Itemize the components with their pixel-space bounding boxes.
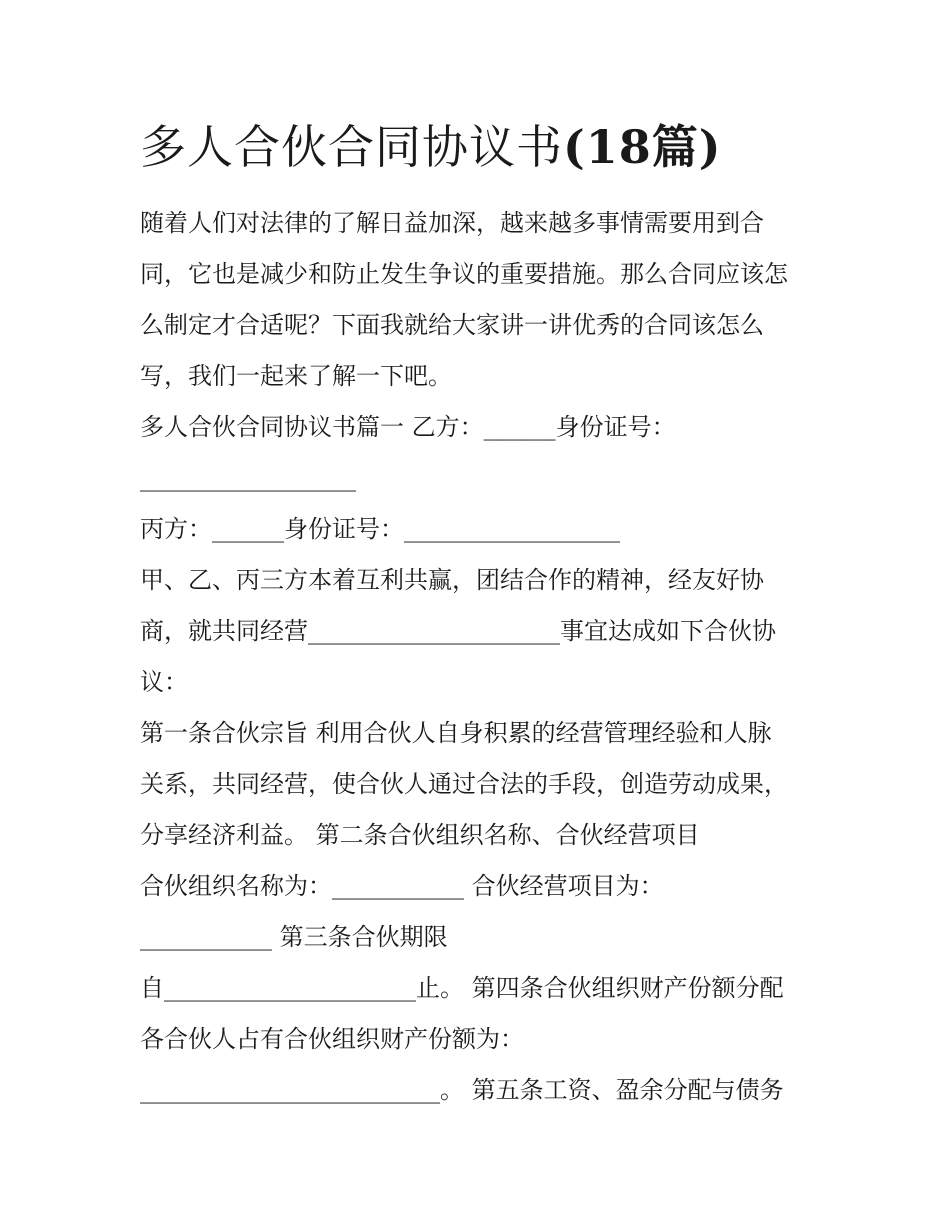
paragraph-line: _________________________。 第五条工资、盈余分配与债务 — [140, 1076, 784, 1104]
paragraph-line: 议： — [140, 668, 188, 696]
paragraph-line: 第一条合伙宗旨 利用合伙人自身积累的经营管理经验和人脉 — [140, 719, 772, 747]
paragraph-line: 合伙组织名称为：___________ 合伙经营项目为： — [140, 872, 664, 900]
paragraph-line: 商，就共同经营_____________________事宜达成如下合伙协 — [140, 617, 776, 645]
paragraph-line: 丙方：______身份证号：__________________ — [140, 515, 620, 543]
paragraph-line: 写，我们一起来了解一下吧。 — [140, 362, 452, 390]
title-count: (18篇) — [563, 120, 722, 174]
paragraph-line: 分享经济利益。 第二条合伙组织名称、合伙经营项目 — [140, 821, 700, 849]
document-title — [140, 112, 900, 182]
paragraph-line: 自_____________________止。 第四条合伙组织财产份额分配 — [140, 974, 784, 1002]
paragraph-line: __________________ — [140, 464, 356, 492]
paragraph-line: 各合伙人占有合伙组织财产份额为： — [140, 1025, 524, 1053]
paragraph-line: 么制定才合适呢？下面我就给大家讲一讲优秀的合同该怎么 — [140, 311, 764, 339]
title-main: 多人合伙合同协议书 — [140, 120, 563, 174]
paragraph-line: 甲、乙、丙三方本着互利共赢，团结合作的精神，经友好协 — [140, 566, 764, 594]
document-body — [140, 198, 840, 1116]
paragraph-line: 关系，共同经营，使合伙人通过合法的手段，创造劳动成果， — [140, 770, 788, 798]
paragraph-line: 多人合伙合同协议书篇一 乙方：______身份证号： — [140, 413, 676, 441]
paragraph-line: ___________ 第三条合伙期限 — [140, 923, 448, 951]
paragraph-line: 同，它也是减少和防止发生争议的重要措施。那么合同应该怎 — [140, 260, 788, 288]
paragraph-line: 随着人们对法律的了解日益加深，越来越多事情需要用到合 — [140, 209, 764, 237]
